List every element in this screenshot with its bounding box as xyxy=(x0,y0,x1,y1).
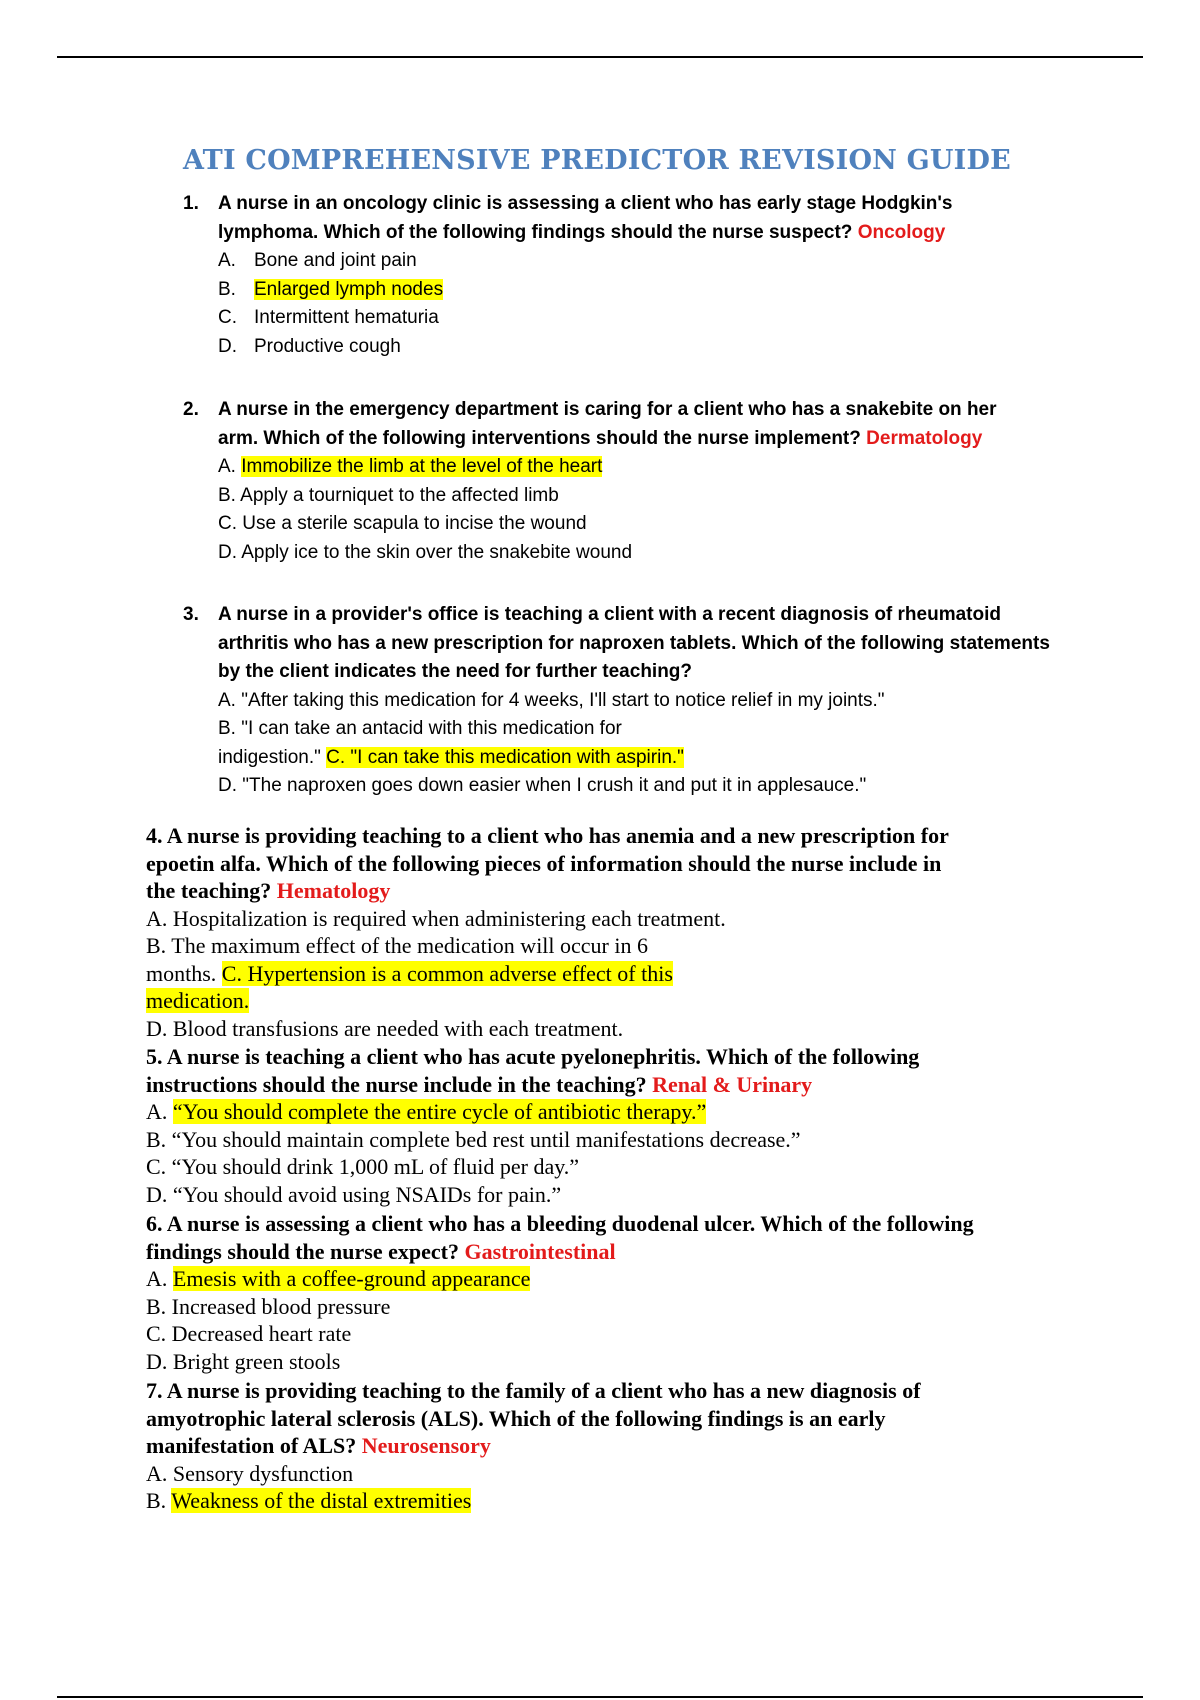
question-number: 2. xyxy=(183,399,199,420)
option-b-continued-c-correct: indigestion." C. "I can take this medication with aspirin." xyxy=(218,746,684,768)
category-label: Oncology xyxy=(857,221,946,243)
question-4 xyxy=(146,822,1086,1042)
category-label: Neurosensory xyxy=(361,1433,491,1458)
question-5 xyxy=(146,1043,1086,1208)
question-6-stem-line: 6. A nurse is assessing a client who has a bleeding duodenal ulcer. Which of the following xyxy=(146,1211,974,1236)
question-7-stem-line: manifestation of ALS? Neurosensory xyxy=(146,1433,491,1458)
category-label: Renal & Urinary xyxy=(652,1071,813,1097)
highlighted-answer: Enlarged lymph nodes xyxy=(254,278,444,300)
document-title: ATI COMPREHENSIVE PREDICTOR REVISION GUIDE xyxy=(183,145,1011,176)
category-label: Hematology xyxy=(276,878,391,903)
question-3 xyxy=(183,601,1103,801)
option-c: C. Use a sterile scapula to incise the wound xyxy=(218,513,587,534)
question-number: 3. xyxy=(183,604,199,625)
question-2-stem: 2. A nurse in the emergency department is caring for a client who has a snakebite on her arm. Which of the following interventions should the nurse implement? Dermatology xyxy=(183,396,1083,453)
option-a: A. Bone and joint pain xyxy=(218,250,417,271)
option-c: C. Intermittent hematuria xyxy=(218,307,439,328)
option-b: B. The maximum effect of the medication will occur in 6 xyxy=(146,933,648,958)
option-d: D. Apply ice to the skin over the snakebite wound xyxy=(218,541,633,563)
highlighted-answer: Immobilize the limb at the level of the heart xyxy=(241,456,603,477)
option-a-correct: A. “You should complete the entire cycle of antibiotic therapy.” xyxy=(146,1099,707,1124)
bottom-rule xyxy=(57,1696,1143,1698)
question-4-stem-line: 4. A nurse is providing teaching to a client who has anemia and a new prescription for xyxy=(146,823,949,848)
question-5-stem-line: 5. A nurse is teaching a client who has acute pyelonephritis. Which of the following xyxy=(146,1044,920,1069)
question-7-stem-line: amyotrophic lateral sclerosis (ALS). Which of the following findings is an early xyxy=(146,1405,886,1431)
question-3-stem: 3. A nurse in a provider's office is teaching a client with a recent diagnosis of rheumatoid arthritis who has a new prescription for naproxen tablets. Which of the following statements by the client indicates the need for further teaching? xyxy=(183,601,1103,687)
question-4-stem-line: epoetin alfa. Which of the following pieces of information should the nurse include in xyxy=(146,850,942,876)
question-1 xyxy=(183,190,1083,361)
highlighted-answer: C. "I can take this medication with aspirin." xyxy=(326,746,684,768)
top-rule xyxy=(57,56,1143,58)
option-b: B. "I can take an antacid with this medication for xyxy=(218,718,622,739)
question-1-stem: 1. A nurse in an oncology clinic is assessing a client who has early stage Hodgkin's lymphoma. Which of the following findings should the nurse suspect? Oncology xyxy=(183,190,1083,247)
option-a: A. Sensory dysfunction xyxy=(146,1460,354,1486)
highlighted-answer: “You should complete the entire cycle of antibiotic therapy.” xyxy=(172,1099,707,1124)
option-b: B. Apply a tourniquet to the affected limb xyxy=(218,484,559,506)
option-c: C. “You should drink 1,000 mL of fluid per day.” xyxy=(146,1154,580,1179)
option-b: B. “You should maintain complete bed rest until manifestations decrease.” xyxy=(146,1126,801,1152)
highlighted-answer: medication. xyxy=(146,988,250,1013)
option-a: A. Hospitalization is required when administering each treatment. xyxy=(146,905,726,931)
option-a-correct: A. Immobilize the limb at the level of the heart xyxy=(218,456,603,477)
highlighted-answer: Emesis with a coffee-ground appearance xyxy=(172,1266,531,1291)
question-2 xyxy=(183,396,1083,567)
question-6 xyxy=(146,1210,1086,1375)
question-7-stem-line: 7. A nurse is providing teaching to the family of a client who has a new diagnosis of xyxy=(146,1378,921,1403)
option-d: D. Blood transfusions are needed with each treatment. xyxy=(146,1015,624,1041)
question-4-stem-line: the teaching? Hematology xyxy=(146,878,391,903)
option-d: D. Bright green stools xyxy=(146,1348,341,1374)
highlighted-answer: Weakness of the distal extremities xyxy=(171,1488,472,1513)
option-b-correct: B. Enlarged lymph nodes xyxy=(218,278,444,300)
option-b-correct: B. Weakness of the distal extremities xyxy=(146,1488,472,1513)
option-c: C. Decreased heart rate xyxy=(146,1321,352,1346)
option-b: B. Increased blood pressure xyxy=(146,1293,391,1319)
category-label: Gastrointestinal xyxy=(464,1238,616,1264)
question-5-stem-line: instructions should the nurse include in the teaching? Renal & Urinary xyxy=(146,1071,813,1097)
option-d: D. Productive cough xyxy=(218,335,401,357)
option-a: A. "After taking this medication for 4 weeks, I'll start to notice relief in my joints." xyxy=(218,689,885,711)
highlighted-answer: C. Hypertension is a common adverse effect of this xyxy=(221,960,673,986)
option-b-continued-c-correct: months. C. Hypertension is a common adverse effect of this xyxy=(146,960,673,986)
category-label: Dermatology xyxy=(866,427,983,449)
question-6-stem-line: findings should the nurse expect? Gastrointestinal xyxy=(146,1238,616,1264)
option-d: D. “You should avoid using NSAIDs for pain.” xyxy=(146,1181,562,1207)
question-7 xyxy=(146,1377,1086,1515)
option-a-correct: A. Emesis with a coffee-ground appearance xyxy=(146,1266,531,1291)
option-d: D. "The naproxen goes down easier when I crush it and put it in applesauce." xyxy=(218,775,867,796)
option-c-continued xyxy=(146,987,1086,1015)
question-number: 1. xyxy=(183,193,199,214)
